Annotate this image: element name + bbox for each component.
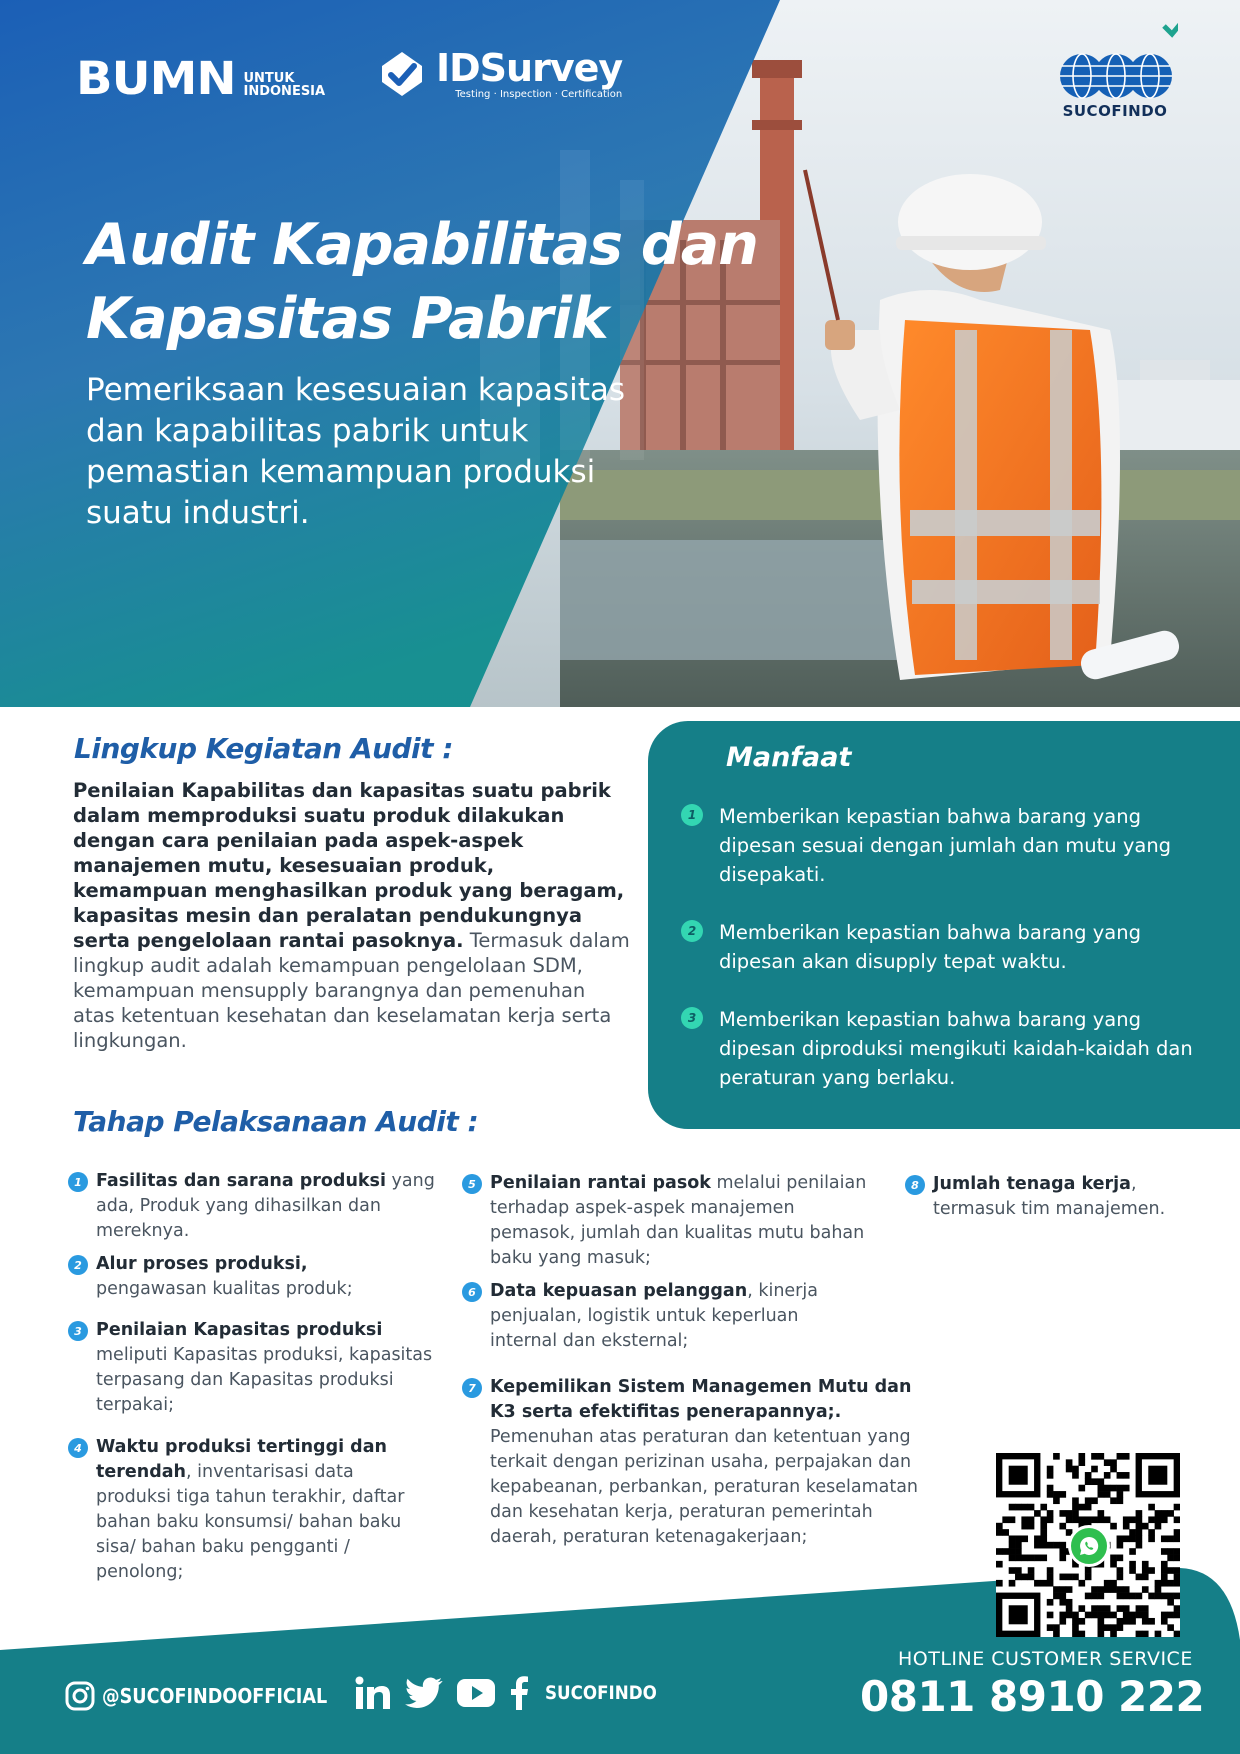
step-text-normal: melalui penilaian terhadap aspek-aspek manajemen pemasok, jumlah dan kualitas mutu bahan baku yang masuk; [490,1173,867,1268]
step-text-normal: pengawasan kualitas produk; [96,1279,353,1299]
whatsapp-icon [1068,1525,1110,1567]
idsurvey-logo-tagline: Testing · Inspection · Certification [455,88,623,100]
step-text-strong: Waktu produksi tertinggi dan terendah [96,1437,387,1482]
step-number-badge: 3 [68,1321,88,1341]
step-text-normal: , termasuk tim manajemen. [933,1174,1166,1219]
hero-banner [0,0,1240,707]
step-text [96,1252,388,1302]
bumn-logo-line1: UNTUK [243,70,295,86]
bumn-logo [76,52,326,106]
idsurvey-logo [376,45,623,100]
sucofindo-globe-icon [1052,20,1178,106]
manfaat-number-badge: 1 [681,804,703,826]
tahap-step [68,1318,448,1418]
instagram-link[interactable] [64,1680,358,1712]
manfaat-item-text: Memberikan kepastian bahwa barang yang dipesan sesuai dengan jumlah dan mutu yang disepakati. [719,805,1172,886]
manfaat-number-badge: 2 [681,920,703,942]
step-text [96,1318,448,1418]
step-text-strong: Data kepuasan pelanggan [490,1281,748,1301]
social-brand-name: SUCOFINDO [545,1682,657,1704]
lingkup-body-strong: Penilaian Kapabilitas dan kapasitas suatu pabrik dalam memproduksi suatu produk dilakukan dengan cara penilaian pada aspek-aspek manajemen mutu, kesesuaian produk, kemampuan menghasilkan produk yang beragam, kapasitas mesin dan peralatan pendukungnya serta pengelolaan rantai pasoknya. [73,779,625,952]
step-text-normal: Pemenuhan atas peraturan dan ketentuan yang terkait dengan perizinan usaha, perpajakan dan kepabeanan, perbankan, peraturan keselamatan dan kesehatan kerja, peraturan pemerintah daerah, peraturan ketenagakerjaan; [490,1427,919,1547]
lingkup-body [73,778,633,1053]
sucofindo-logo [1040,20,1190,120]
twitter-icon[interactable] [405,1677,443,1709]
step-text-strong: Alur proses produksi, [96,1254,308,1274]
manfaat-item-text: Memberikan kepastian bahwa barang yang dipesan akan disupply tepat waktu. [719,921,1141,973]
page-subtitle: Pemeriksaan kesesuaian kapasitas dan kapabilitas pabrik untuk pemastian kemampuan produksi suatu industri. [86,372,626,531]
step-text-strong: Fasilitas dan sarana produksi [96,1171,386,1191]
step-text-normal: yang ada, Produk yang dihasilkan dan mereknya. [96,1171,435,1241]
step-text-strong: Penilaian Kapasitas produksi [96,1320,383,1340]
idsurvey-logo-name: IDSurvey [436,45,623,90]
step-number-badge: 2 [68,1255,88,1275]
lingkup-body-normal: Termasuk dalam lingkup audit adalah kemampuan pengelolaan SDM, kemampuan mensupply barangnya dan pemenuhan atas ketentuan kesehatan dan keselamatan kerja serta lingkungan. [73,929,630,1052]
step-text [96,1169,448,1244]
manfaat-heading: Manfaat [726,742,852,773]
step-number-badge: 1 [68,1172,88,1192]
tahap-step [68,1252,388,1302]
manfaat-item [681,802,1201,889]
instagram-icon [64,1680,96,1712]
idsurvey-check-icon [376,48,428,100]
step-text-strong: Jumlah tenaga kerja [933,1174,1131,1194]
whatsapp-glyph-icon [1077,1534,1101,1558]
page-title-line1: Audit Kapabilitas dan [86,212,758,278]
page-title-line2: Kapasitas Pabrik [86,286,608,352]
tahap-heading: Tahap Pelaksanaan Audit : [73,1105,479,1138]
tahap-step [462,1279,832,1354]
step-text [490,1279,832,1354]
bumn-logo-tagline [244,72,326,103]
step-number-badge: 4 [68,1438,88,1458]
manfaat-item-text: Memberikan kepastian bahwa barang yang dipesan diproduksi mengikuti kaidah-kaidah dan peraturan yang berlaku. [719,1008,1193,1089]
step-number-badge: 6 [462,1282,482,1302]
instagram-handle: @SUCOFINDOOFFICIAL [102,1684,328,1708]
tahap-step [68,1169,448,1244]
hotline-label: HOTLINE CUSTOMER SERVICE [898,1648,1193,1670]
tahap-step [905,1172,1215,1222]
bumn-logo-mark: BUMN [76,52,236,106]
step-text-normal: , inventarisasi data produksi tiga tahun terakhir, daftar bahan baku konsumsi/ bahan baku sisa/ bahan baku pengganti / penolong; [96,1462,405,1582]
step-text-normal: meliputi Kapasitas produksi, kapasitas terpasang dan Kapasitas produksi terpakai; [96,1345,433,1415]
youtube-icon[interactable] [457,1679,495,1707]
hotline-number[interactable]: 0811 8910 222 [860,1672,1205,1721]
manfaat-item [681,918,1201,976]
step-text-strong: Kepemilikan Sistem Managemen Mutu dan K3 serta efektifitas penerapannya;. [490,1377,912,1422]
facebook-icon[interactable] [509,1676,529,1710]
social-links [355,1676,672,1710]
page-title [86,208,758,356]
manfaat-number-badge: 3 [681,1007,703,1029]
sucofindo-logo-word: SUCOFINDO [1062,102,1168,120]
lingkup-heading: Lingkup Kegiatan Audit : [74,732,453,765]
tahap-step [462,1171,882,1271]
step-text [490,1171,882,1271]
step-text [933,1172,1215,1222]
linkedin-icon[interactable] [355,1676,391,1710]
step-number-badge: 8 [905,1175,925,1195]
step-number-badge: 7 [462,1378,482,1398]
manfaat-item [681,1005,1201,1092]
step-text-strong: Penilaian rantai pasok [490,1173,711,1193]
step-text-normal: , kinerja penjualan, logistik untuk keperluan internal dan eksternal; [490,1281,818,1351]
step-number-badge: 5 [462,1174,482,1194]
bumn-logo-line2: INDONESIA [243,84,326,100]
